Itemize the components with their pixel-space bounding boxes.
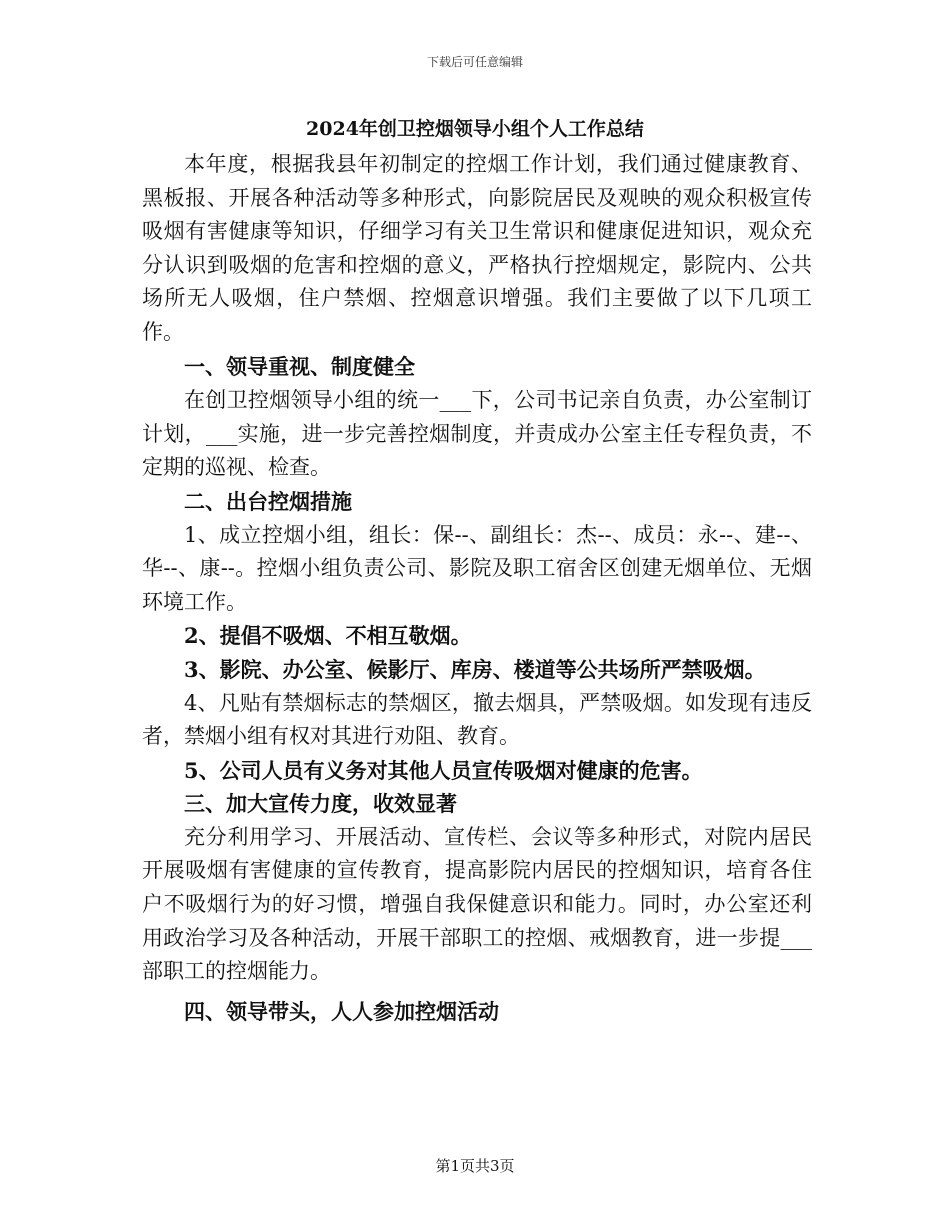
page-number: 第1页共3页	[435, 1157, 515, 1175]
header-note: 下载后可任意编辑	[426, 55, 523, 69]
paragraph-section-1: 在创卫控烟领导小组的统一___下，公司书记亲自负责，办公室制订计划，___实施，进一步完善控烟制度，并责成办公室主任专程负责，不定期的巡视、检查。	[142, 388, 812, 480]
document-body	[142, 148, 812, 1028]
section-heading-4: 四、领导带头，人人参加控烟活动	[184, 998, 499, 1024]
section-heading-1: 一、领导重视、制度健全	[184, 353, 415, 379]
measure-item-4: 4、凡贴有禁烟标志的禁烟区，撤去烟具，严禁吸烟。如发现有违反者，禁烟小组有权对其进行劝阻、教育。	[142, 690, 812, 749]
measure-item-5: 5、公司人员有义务对其他人员宣传吸烟对健康的危害。	[184, 757, 703, 783]
document-title: 2024年创卫控烟领导小组个人工作总结	[306, 118, 644, 140]
measure-item-1: 1、成立控烟小组，组长：保--、副组长：杰--、成员：永--、建--、华--、康--。控烟小组负责公司、影院及职工宿舍区创建无烟单位、无烟环境工作。	[142, 522, 812, 614]
measure-item-3: 3、影院、办公室、候影厅、库房、楼道等公共场所严禁吸烟。	[184, 656, 766, 682]
paragraph-section-3: 充分利用学习、开展活动、宣传栏、会议等多种形式，对院内居民开展吸烟有害健康的宣传教育，提高影院内居民的控烟知识，培育各住户不吸烟行为的好习惯，增强自我保健意识和能力。同时，办公室还利用政治学习及各种活动，开展干部职工的控烟、戒烟教育，进一步提___部职工的控烟能力。	[142, 824, 812, 984]
measure-item-2: 2、提倡不吸烟、不相互敬烟。	[184, 623, 472, 649]
section-heading-3: 三、加大宣传力度，收效显著	[184, 791, 457, 817]
section-heading-2: 二、出台控烟措施	[184, 488, 352, 514]
paragraph-intro: 本年度，根据我县年初制定的控烟工作计划，我们通过健康教育、黑板报、开展各种活动等多种形式，向影院居民及观映的观众积极宣传吸烟有害健康等知识，仔细学习有关卫生常识和健康促进知识，观众充分认识到吸烟的危害和控烟的意义，严格执行控烟规定，影院内、公共场所无人吸烟，住户禁烟、控烟意识增强。我们主要做了以下几项工作。	[142, 152, 812, 344]
